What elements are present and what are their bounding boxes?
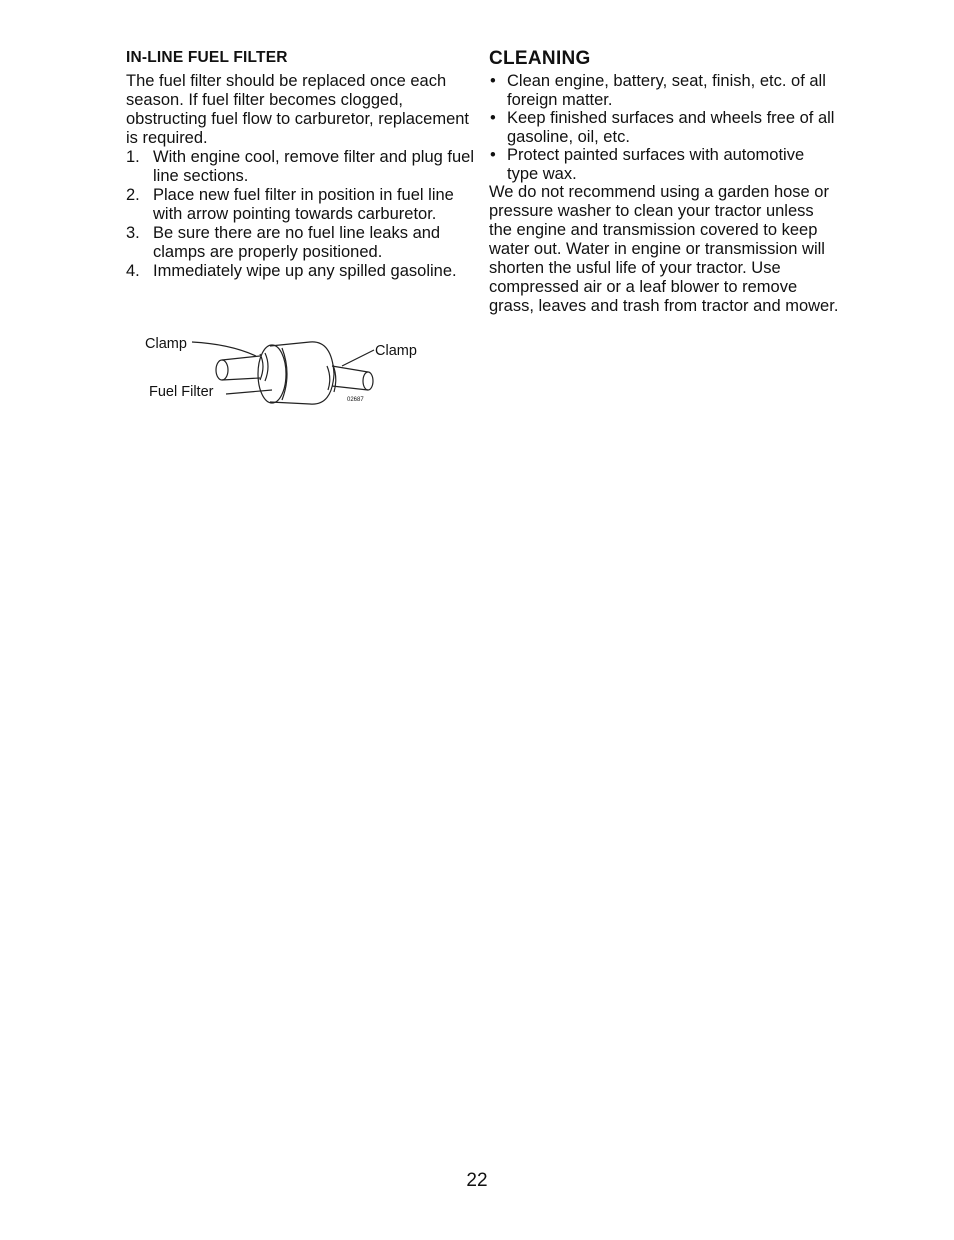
step-number: 2. <box>126 186 140 204</box>
step-item <box>126 262 476 281</box>
bullet-glyph: • <box>490 72 496 90</box>
bullet-glyph: • <box>490 146 496 164</box>
fuel-filter-intro: The fuel filter should be replaced once each season. If fuel filter becomes clogged, obstructing fuel flow to carburetor, replacement is required. <box>126 72 470 147</box>
cleaning-section <box>489 48 839 316</box>
step-item <box>126 148 476 186</box>
fuel-filter-label: Fuel Filter <box>149 384 214 400</box>
bullet-glyph: • <box>490 109 496 127</box>
fuel-filter-section <box>126 48 476 281</box>
step-text: Place new fuel filter in position in fuel line with arrow pointing towards carburetor. <box>153 186 454 223</box>
step-number: 4. <box>126 262 140 280</box>
step-text: Immediately wipe up any spilled gasoline. <box>153 262 457 280</box>
step-number: 1. <box>126 148 140 166</box>
bullet-text: Protect painted surfaces with automotive type wax. <box>507 146 805 183</box>
step-item <box>126 224 476 262</box>
cleaning-paragraph: We do not recommend using a garden hose or pressure washer to clean your tractor unless the engine and transmission covered to keep water out. Water in engine or transmission will shorten the usful life of your tractor. Use compressed air or a leaf blower to remove grass, leaves and trash from tractor and mower. <box>489 183 839 315</box>
clamp-label-right: Clamp <box>375 343 417 359</box>
cleaning-heading: CLEANING <box>489 48 591 69</box>
step-text: Be sure there are no fuel line leaks and clamps are properly positioned. <box>153 224 441 261</box>
cleaning-bullets <box>489 72 839 183</box>
clamp-label-left: Clamp <box>145 336 187 352</box>
bullet-item <box>489 146 839 183</box>
fuel-filter-figure <box>142 334 442 414</box>
bullet-item <box>489 109 839 146</box>
page-number: 22 <box>466 1170 488 1191</box>
step-number: 3. <box>126 224 140 242</box>
step-text: With engine cool, remove filter and plug fuel line sections. <box>153 148 475 185</box>
step-item <box>126 186 476 224</box>
fuel-filter-heading: IN-LINE FUEL FILTER <box>126 49 288 66</box>
bullet-item <box>489 72 839 109</box>
fuel-filter-steps <box>126 148 476 281</box>
bullet-text: Clean engine, battery, seat, finish, etc. of all foreign matter. <box>507 72 826 109</box>
bullet-text: Keep finished surfaces and wheels free of all gasoline, oil, etc. <box>507 109 835 146</box>
figure-code: 02687 <box>347 397 364 403</box>
